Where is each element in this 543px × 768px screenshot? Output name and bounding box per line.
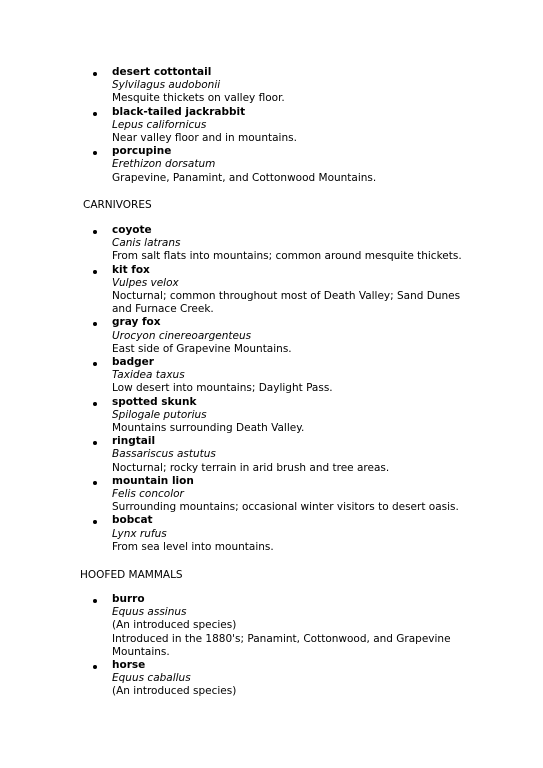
common-name: desert cottontail [112,66,212,78]
scientific-name: Canis latrans [112,237,181,250]
bullet-icon [93,72,97,76]
bullet-icon [93,270,97,274]
habitat-note: Nocturnal; rocky terrain in arid brush and tree areas. [112,461,390,474]
scientific-name: Equus caballus [112,672,191,685]
carnivores-heading: CARNIVORES [83,199,152,211]
scientific-name: Erethizon dorsatum [112,158,216,171]
habitat-note: Surrounding mountains; occasional winter visitors to desert oasis. [112,501,459,514]
carnivore-list [0,224,543,554]
species-entry [0,475,543,515]
common-name: bobcat [112,514,153,527]
habitat-note: From salt flats into mountains; common around mesquite thickets. [112,250,462,263]
common-name: horse [112,659,146,672]
bullet-icon [93,151,97,155]
species-entry [0,264,543,317]
common-name: gray fox [112,316,161,329]
scientific-name: Urocyon cinereoargenteus [112,329,252,342]
bullet-icon [93,441,97,445]
scientific-name: Felis concolor [112,488,184,501]
scientific-name: Bassariscus astutus [112,448,216,461]
common-name: porcupine [112,145,172,158]
species-entry [0,224,543,264]
scientific-name: Sylvilagus audobonii [112,79,221,92]
common-name: mountain lion [112,474,194,487]
common-name: coyote [112,224,152,236]
species-entry [0,145,543,185]
species-entry [0,106,543,146]
bullet-icon [93,665,97,669]
bullet-icon [93,481,97,485]
habitat-note: East side of Grapevine Mountains. [112,342,292,355]
scientific-name: Taxidea taxus [112,369,185,382]
habitat-note: Low desert into mountains; Daylight Pass. [112,382,333,395]
habitat-note: From sea level into mountains. [112,540,274,553]
common-name: black-tailed jackrabbit [112,105,246,118]
bullet-icon [93,362,97,366]
habitat-note: (An introduced species) [112,619,237,632]
habitat-note: Near valley floor and in mountains. [112,132,297,145]
habitat-note: Nocturnal; common throughout most of Death Valley; Sand Dunes and Furnace Creek. [112,290,461,316]
habitat-note: Mesquite thickets on valley floor. [112,92,285,105]
species-entry [0,396,543,436]
scientific-name: Lepus californicus [112,118,207,131]
scientific-name: Spilogale putorius [112,408,207,421]
common-name: spotted skunk [112,395,197,408]
common-name: burro [112,593,145,605]
scientific-name: Lynx rufus [112,527,167,540]
species-entry [0,514,543,554]
bullet-icon [93,599,97,603]
bullet-icon [93,112,97,116]
species-entry [0,593,543,659]
habitat-note: Mountains surrounding Death Valley. [112,422,305,435]
species-entry [0,659,543,699]
bullet-icon [93,322,97,326]
bullet-icon [93,402,97,406]
common-name: ringtail [112,435,156,448]
species-entry [0,66,543,106]
hoofed-mammal-list [0,593,543,699]
bullet-icon [93,520,97,524]
bullet-icon [93,230,97,234]
species-entry [0,435,543,475]
scientific-name: Equus assinus [112,606,187,619]
common-name: badger [112,356,154,369]
species-entry [0,356,543,396]
habitat-note: (An introduced species) [112,685,237,698]
common-name: kit fox [112,263,150,276]
species-entry [0,316,543,356]
rodent-list [0,66,543,185]
habitat-note: Grapevine, Panamint, and Cottonwood Mountains. [112,171,377,184]
habitat-note: Introduced in the 1880's; Panamint, Cottonwood, and Grapevine Mountains. [112,632,451,658]
hoofed-mammals-heading: HOOFED MAMMALS [80,569,183,581]
scientific-name: Vulpes velox [112,276,179,289]
